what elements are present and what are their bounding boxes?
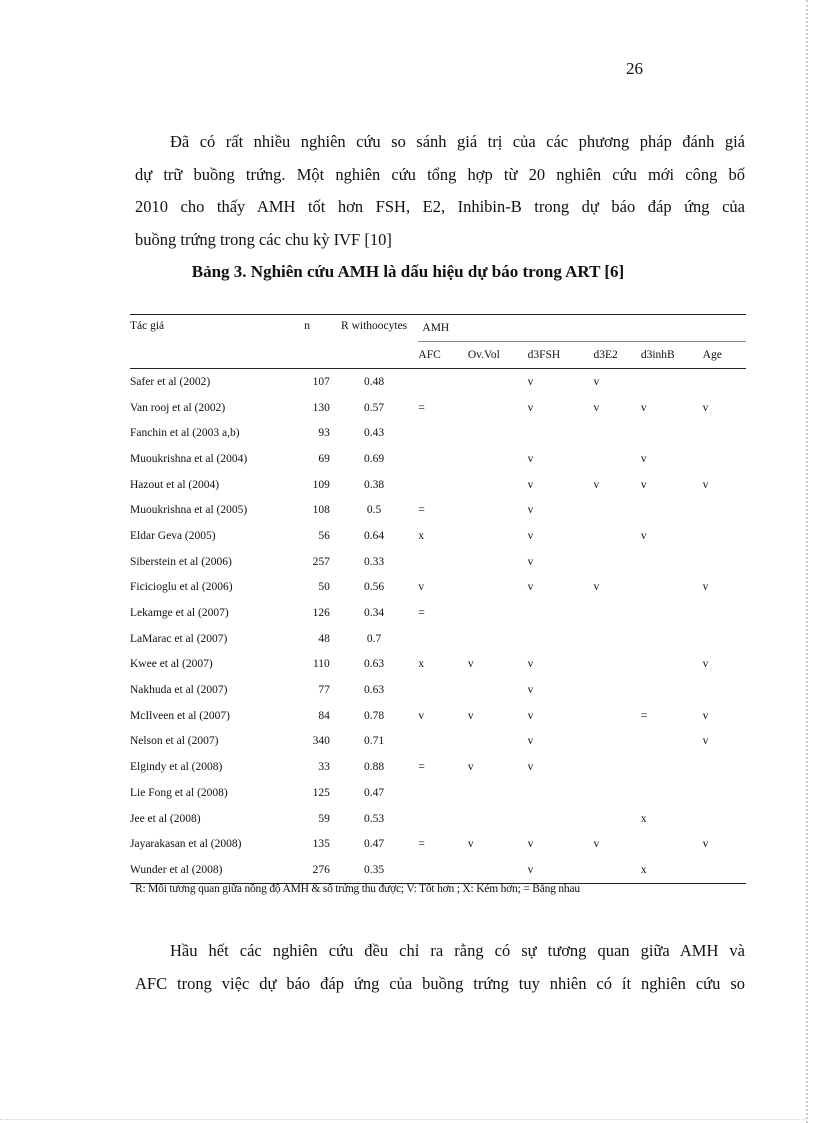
cell-d3fsh <box>528 420 594 446</box>
cell-author: Nakhuda et al (2007) <box>130 684 228 697</box>
cell-d3fsh: v <box>527 838 534 851</box>
cell-d3e2 <box>593 549 640 575</box>
cell-age: v <box>702 838 709 851</box>
table-row <box>130 857 746 883</box>
cell-n: 108 <box>312 504 330 517</box>
cell-d3fsh: v <box>527 478 534 491</box>
cell-d3e2: v <box>593 478 600 491</box>
cell-n: 50 <box>318 581 330 594</box>
cell-r: 0.34 <box>364 607 385 620</box>
cell-author: Van rooj et al (2002) <box>130 401 226 414</box>
cell-author: Lie Fong et al (2008) <box>130 786 228 799</box>
cell-author: Jee et al (2008) <box>130 812 201 825</box>
cell-d3e2: v <box>593 375 600 388</box>
table-row <box>130 703 746 729</box>
table-row <box>130 575 746 601</box>
cell-age <box>703 780 746 806</box>
cell-author: LaMarac et al (2007) <box>130 632 228 645</box>
paragraph-line: Hầu hết các nghiên cứu đều chỉ ra rằng có sự tương quan giữa AMH và <box>170 941 745 960</box>
cell-age: v <box>702 709 709 722</box>
header-d3fsh: d3FSH <box>528 342 594 369</box>
table-row <box>130 446 746 472</box>
cell-d3e2 <box>593 626 640 652</box>
cell-r: 0.53 <box>364 812 385 825</box>
cell-age <box>703 806 746 832</box>
cell-r: 0.64 <box>364 529 385 542</box>
cell-ov-vol <box>468 472 528 498</box>
table-header-row <box>130 315 746 342</box>
header-d3e2: d3E2 <box>593 342 640 369</box>
cell-ov-vol <box>468 857 528 883</box>
cell-afc: = <box>418 607 425 620</box>
cell-author: Hazout et al (2004) <box>130 478 220 491</box>
cell-d3inhb <box>641 729 703 755</box>
cell-author: McIlveen et al (2007) <box>130 709 230 722</box>
cell-n: 126 <box>312 607 330 620</box>
header-n: n <box>285 315 330 369</box>
cell-afc <box>418 857 467 883</box>
cell-age: v <box>702 401 709 414</box>
cell-ov-vol <box>468 446 528 472</box>
cell-age: v <box>702 735 709 748</box>
cell-d3inhb <box>641 600 703 626</box>
table-row <box>130 677 746 703</box>
cell-d3inhb <box>641 677 703 703</box>
cell-ov-vol: v <box>467 658 474 671</box>
cell-age <box>703 626 746 652</box>
page-border-bottom <box>0 1119 806 1120</box>
cell-author: Safer et al (2002) <box>130 375 211 388</box>
cell-n: 109 <box>312 478 330 491</box>
cell-age <box>703 754 746 780</box>
header-author: Tác giả <box>130 315 285 369</box>
cell-r: 0.69 <box>364 452 385 465</box>
cell-n: 107 <box>312 375 330 388</box>
cell-d3inhb <box>641 575 703 601</box>
table-row <box>130 523 746 549</box>
header-age: Age <box>703 342 746 369</box>
cell-age: v <box>702 478 709 491</box>
cell-d3inhb: v <box>640 452 647 465</box>
cell-n: 56 <box>318 529 330 542</box>
cell-n: 59 <box>318 812 330 825</box>
cell-r: 0.38 <box>364 478 385 491</box>
cell-ov-vol <box>468 395 528 421</box>
cell-d3e2 <box>593 497 640 523</box>
discussion-paragraph <box>135 935 745 1000</box>
cell-n: 257 <box>312 555 330 568</box>
cell-author: Siberstein et al (2006) <box>130 555 232 568</box>
cell-d3e2 <box>593 600 640 626</box>
table-row <box>130 780 746 806</box>
cell-age: v <box>702 581 709 594</box>
cell-d3e2 <box>593 780 640 806</box>
cell-n: 84 <box>318 709 330 722</box>
cell-d3fsh <box>528 780 594 806</box>
cell-ov-vol <box>468 677 528 703</box>
cell-r: 0.47 <box>364 838 385 851</box>
cell-ov-vol <box>468 549 528 575</box>
table-row <box>130 420 746 446</box>
cell-n: 135 <box>312 838 330 851</box>
cell-afc <box>418 780 467 806</box>
cell-age <box>703 369 746 395</box>
cell-d3fsh: v <box>527 401 534 414</box>
cell-afc: = <box>418 838 425 851</box>
table-row <box>130 549 746 575</box>
cell-d3inhb <box>641 420 703 446</box>
table-row <box>130 600 746 626</box>
cell-author: Muoukrishna et al (2005) <box>130 504 248 517</box>
cell-ov-vol <box>468 523 528 549</box>
cell-d3inhb: x <box>640 812 647 825</box>
cell-afc <box>418 806 467 832</box>
cell-d3e2 <box>593 754 640 780</box>
cell-r: 0.56 <box>364 581 385 594</box>
cell-d3fsh <box>528 806 594 832</box>
cell-d3fsh: v <box>527 684 534 697</box>
cell-d3e2 <box>593 729 640 755</box>
cell-afc <box>418 677 467 703</box>
paragraph-line: dự trữ buồng trứng. Một nghiên cứu tổng hợp từ 20 nghiên cứu mới công bố <box>135 164 745 184</box>
cell-afc <box>418 549 467 575</box>
cell-author: Lekamge et al (2007) <box>130 607 229 620</box>
cell-afc: x <box>418 658 425 671</box>
page-border-right <box>806 0 808 1123</box>
cell-afc <box>418 369 467 395</box>
cell-afc <box>418 626 467 652</box>
table-row <box>130 806 746 832</box>
cell-d3e2: v <box>593 581 600 594</box>
cell-n: 130 <box>312 401 330 414</box>
cell-d3fsh: v <box>528 857 594 883</box>
cell-r: 0.33 <box>364 555 385 568</box>
cell-author: Wunder et al (2008) <box>130 857 285 883</box>
table-row <box>130 652 746 678</box>
header-r: R withoocytes <box>330 315 419 369</box>
cell-age <box>703 549 746 575</box>
cell-d3e2: v <box>593 838 600 851</box>
cell-r: 0.43 <box>364 427 385 440</box>
cell-r: 0.63 <box>364 684 385 697</box>
cell-d3fsh: v <box>527 735 534 748</box>
cell-r: 0.48 <box>364 375 385 388</box>
cell-r: 0.63 <box>364 658 385 671</box>
cell-ov-vol <box>468 729 528 755</box>
cell-age <box>703 497 746 523</box>
paragraph-line: AFC trong việc dự báo đáp ứng của buồng trứng tuy nhiên có ít nghiên cứu so <box>135 973 745 993</box>
cell-author: Muoukrishna et al (2004) <box>130 452 248 465</box>
page-number: 26 <box>626 59 643 78</box>
cell-r: 0.57 <box>364 401 385 414</box>
cell-n: 93 <box>318 427 330 440</box>
cell-d3fsh <box>528 626 594 652</box>
cell-d3inhb <box>641 780 703 806</box>
table-row <box>130 754 746 780</box>
cell-d3fsh: v <box>527 529 534 542</box>
cell-d3fsh <box>528 600 594 626</box>
cell-d3inhb <box>641 369 703 395</box>
cell-d3e2 <box>593 446 640 472</box>
table-row <box>130 472 746 498</box>
cell-age <box>703 857 746 883</box>
cell-r: 0.7 <box>366 632 382 645</box>
cell-d3inhb <box>641 497 703 523</box>
cell-r: 0.88 <box>364 761 385 774</box>
table-caption: Bảng 3. Nghiên cứu AMH là dấu hiệu dự báo trong ART [6] <box>191 262 625 281</box>
cell-d3e2 <box>593 652 640 678</box>
table-row <box>130 831 746 857</box>
cell-ov-vol: v <box>467 709 474 722</box>
cell-n: 48 <box>318 632 330 645</box>
paragraph-line: buồng trứng trong các chu kỳ IVF [10] <box>135 229 392 249</box>
cell-age: v <box>702 658 709 671</box>
cell-d3e2 <box>593 703 640 729</box>
cell-afc <box>418 472 467 498</box>
cell-d3fsh: v <box>527 555 534 568</box>
cell-d3inhb <box>641 652 703 678</box>
cell-d3inhb <box>641 626 703 652</box>
header-amh: AMH <box>418 315 746 342</box>
cell-ov-vol <box>468 575 528 601</box>
cell-d3inhb: v <box>640 401 647 414</box>
paragraph-line: 2010 cho thấy AMH tốt hơn FSH, E2, Inhibin-B trong dự báo đáp ứng của <box>135 197 745 216</box>
cell-d3inhb: x <box>641 857 703 883</box>
cell-d3e2 <box>593 677 640 703</box>
cell-r: 0.35 <box>330 857 419 883</box>
cell-age <box>703 446 746 472</box>
cell-d3fsh: v <box>527 761 534 774</box>
table-footnote: R: Mối tương quan giữa nồng độ AMH & số trứng thu được; V: Tốt hơn ; X: Kém hơn; = Bằng nhau <box>135 883 580 895</box>
intro-paragraph <box>135 126 745 256</box>
cell-ov-vol: v <box>467 761 474 774</box>
cell-author: Nelson et al (2007) <box>130 735 219 748</box>
cell-afc <box>418 729 467 755</box>
table-row <box>130 369 746 395</box>
header-d3inhb: d3inhB <box>641 342 703 369</box>
cell-afc <box>418 446 467 472</box>
cell-d3e2: v <box>593 401 600 414</box>
cell-d3e2 <box>593 420 640 446</box>
header-ov-vol: Ov.Vol <box>468 342 528 369</box>
cell-author: Eldar Geva (2005) <box>130 529 216 542</box>
cell-d3inhb: v <box>640 478 647 491</box>
paragraph-line: Đã có rất nhiều nghiên cứu so sánh giá trị của các phương pháp đánh giá <box>170 132 745 151</box>
cell-d3inhb <box>641 549 703 575</box>
cell-age <box>703 420 746 446</box>
table-row <box>130 395 746 421</box>
cell-d3e2 <box>593 857 640 883</box>
cell-afc: x <box>418 529 425 542</box>
cell-ov-vol <box>468 497 528 523</box>
cell-d3fsh: v <box>527 581 534 594</box>
cell-ov-vol <box>468 780 528 806</box>
cell-afc: = <box>418 401 425 414</box>
table-row <box>130 497 746 523</box>
cell-author: Kwee et al (2007) <box>130 658 213 671</box>
cell-ov-vol <box>468 600 528 626</box>
cell-d3fsh: v <box>527 452 534 465</box>
cell-n: 69 <box>318 452 330 465</box>
cell-d3fsh: v <box>527 504 534 517</box>
cell-d3inhb <box>641 754 703 780</box>
cell-r: 0.5 <box>366 504 382 517</box>
cell-d3inhb: = <box>640 709 648 722</box>
cell-author: Fanchin et al (2003 a,b) <box>130 427 240 440</box>
cell-n: 125 <box>312 786 330 799</box>
cell-afc: = <box>418 761 425 774</box>
cell-d3e2 <box>593 523 640 549</box>
cell-afc: v <box>418 709 425 722</box>
cell-afc <box>418 420 467 446</box>
table-row <box>130 729 746 755</box>
cell-n: 33 <box>318 761 330 774</box>
cell-d3inhb: v <box>640 529 647 542</box>
cell-afc: v <box>418 581 425 594</box>
cell-age <box>703 600 746 626</box>
cell-author: Ficicioglu et al (2006) <box>130 581 233 594</box>
cell-d3fsh: v <box>527 375 534 388</box>
cell-r: 0.47 <box>364 786 385 799</box>
cell-author: Elgindy et al (2008) <box>130 761 223 774</box>
cell-afc: = <box>418 504 425 517</box>
cell-ov-vol <box>468 369 528 395</box>
cell-ov-vol <box>468 626 528 652</box>
cell-d3fsh: v <box>527 658 534 671</box>
cell-n: 110 <box>312 658 330 671</box>
cell-age <box>703 677 746 703</box>
cell-age <box>703 523 746 549</box>
cell-d3e2 <box>593 806 640 832</box>
cell-ov-vol <box>468 420 528 446</box>
table-row <box>130 626 746 652</box>
cell-ov-vol <box>468 806 528 832</box>
cell-r: 0.78 <box>364 709 385 722</box>
cell-n: 340 <box>312 735 330 748</box>
cell-n: 276 <box>285 857 330 883</box>
cell-r: 0.71 <box>364 735 385 748</box>
cell-ov-vol: v <box>467 838 474 851</box>
cell-author: Jayarakasan et al (2008) <box>130 838 242 851</box>
cell-d3fsh: v <box>527 709 534 722</box>
amh-studies-table <box>130 314 746 884</box>
cell-n: 77 <box>318 684 330 697</box>
cell-d3inhb <box>641 831 703 857</box>
header-afc: AFC <box>418 342 467 369</box>
